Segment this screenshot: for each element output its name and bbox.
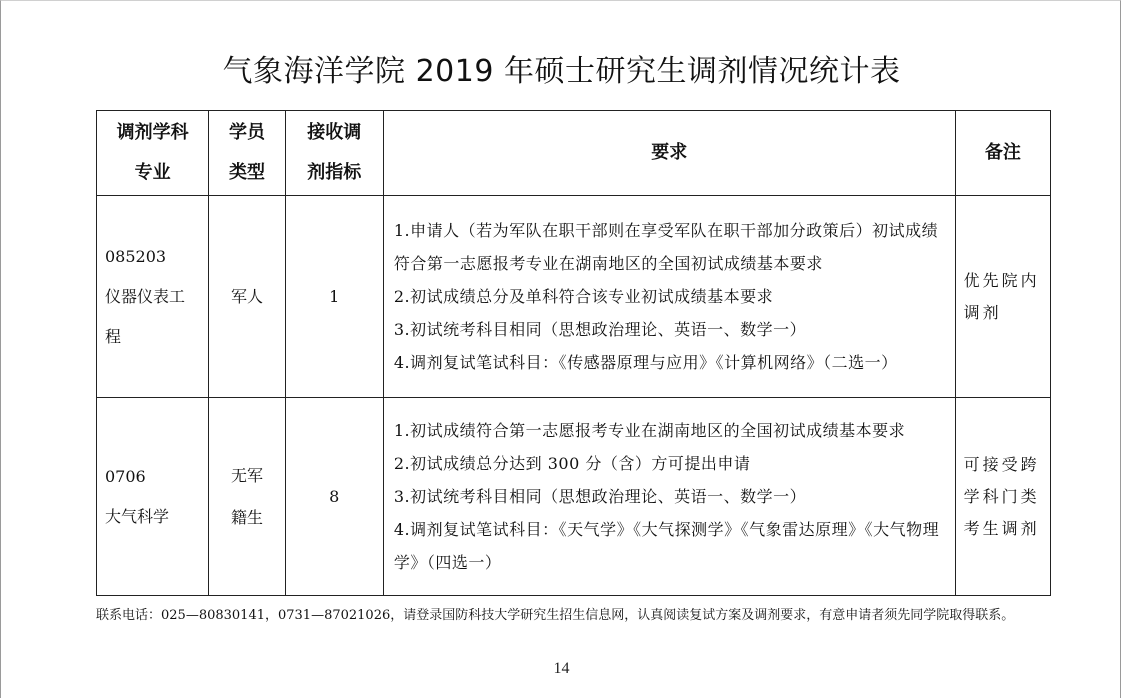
requirement-item: 2.初试成绩总分达到 300 分（含）方可提出申请 xyxy=(393,454,751,473)
major-cell xyxy=(97,398,209,596)
requirement-item: 4.调剂复试笔试科目：《传感器原理与应用》《计算机网络》（二选一） xyxy=(393,353,898,372)
requirement-item: 4.调剂复试笔试科目：《天气学》《大气探测学》《气象雷达原理》《大气物理学》（四选一） xyxy=(393,520,940,572)
contact-note: 联系电话：025—80830141，0731—87021026，请登录国防科技大学研究生招生信息网，认真阅读复试方案及调剂要求，有意申请者须先同学院取得联系。 xyxy=(96,608,1015,623)
header-quota: 接收调 剂指标 xyxy=(285,111,383,196)
table-header-row xyxy=(97,111,1051,196)
note-cell: 优先院内调剂 xyxy=(955,196,1050,398)
table-row xyxy=(97,196,1051,398)
page-number: 14 xyxy=(553,660,570,677)
major-code: 085203 xyxy=(105,246,167,266)
student-type-cell: 无军 籍生 xyxy=(209,398,285,596)
requirement-item: 1.申请人（若为军队在职干部则在享受军队在职干部加分政策后）初试成绩符合第一志愿报考专业在湖南地区的全国初试成绩基本要求 xyxy=(393,221,939,273)
quota-cell: 1 xyxy=(285,196,383,398)
requirements-cell xyxy=(383,196,955,398)
major-cell xyxy=(97,196,209,398)
header-major: 调剂学科 专业 xyxy=(97,111,209,196)
document-title: 气象海洋学院 2019 年硕士研究生调剂情况统计表 xyxy=(222,54,901,89)
header-student-type: 学员 类型 xyxy=(209,111,285,196)
quota-cell: 8 xyxy=(285,398,383,596)
major-name-line: 大气科学 xyxy=(105,506,170,526)
requirement-item: 1.初试成绩符合第一志愿报考专业在湖南地区的全国初试成绩基本要求 xyxy=(393,421,906,440)
note-cell: 可接受跨学科门类考生调剂 xyxy=(955,398,1050,596)
adjustment-table xyxy=(96,110,1051,596)
requirements-cell xyxy=(383,398,955,596)
student-type-cell: 军人 xyxy=(209,196,285,398)
major-code: 0706 xyxy=(105,466,146,486)
requirement-item: 3.初试统考科目相同（思想政治理论、英语一、数学一） xyxy=(393,320,807,339)
header-notes: 备注 xyxy=(955,111,1050,196)
requirement-item: 2.初试成绩总分及单科符合该专业初试成绩基本要求 xyxy=(393,287,774,306)
header-requirements: 要求 xyxy=(383,111,955,196)
requirement-item: 3.初试统考科目相同（思想政治理论、英语一、数学一） xyxy=(393,487,807,506)
table-row xyxy=(97,398,1051,596)
major-name-line: 仪器仪表工 xyxy=(105,286,186,306)
major-name-line: 程 xyxy=(105,326,122,346)
